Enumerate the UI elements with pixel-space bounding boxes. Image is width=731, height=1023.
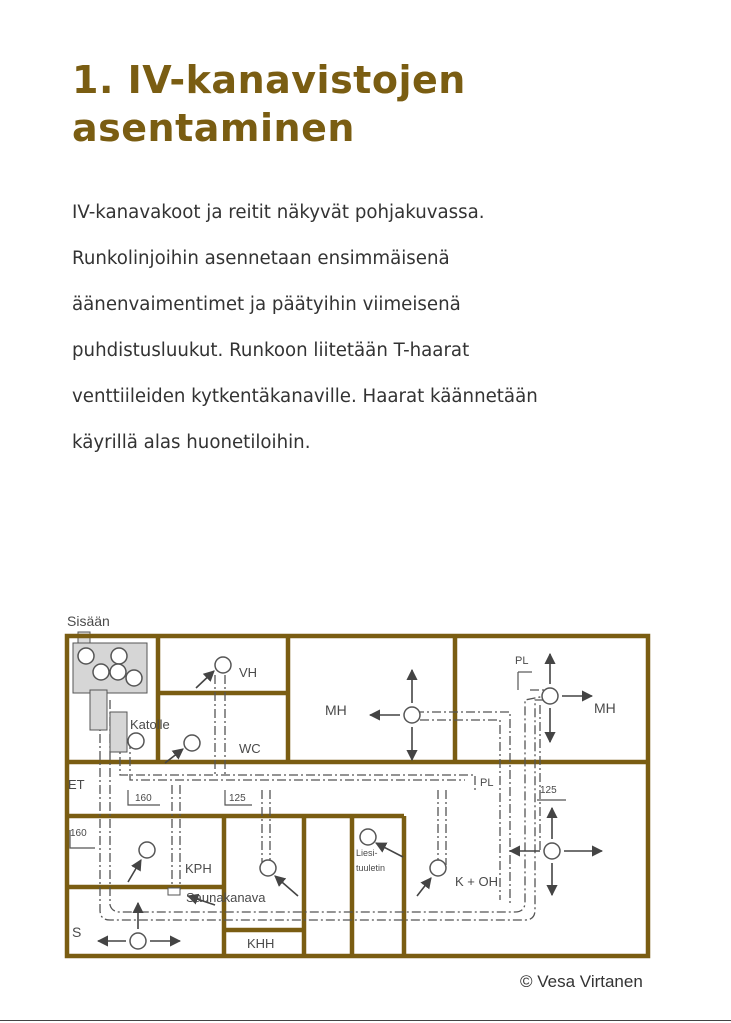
- label-pl-mid: PL: [480, 777, 494, 789]
- body-line: Runkolinjoihin asennetaan ensimmäisenä: [72, 248, 450, 269]
- label-dim-125-b: 125: [540, 785, 557, 796]
- label-dim-160-b: 160: [70, 828, 87, 839]
- label-vh: VH: [239, 665, 258, 680]
- floor-plan: [0, 600, 731, 970]
- body-line: venttiileiden kytkentäkanaville. Haarat käännetään: [72, 386, 538, 407]
- label-kph: KPH: [185, 861, 212, 876]
- bottom-divider: [0, 1020, 731, 1021]
- label-liesi-2: tuuletin: [356, 863, 386, 873]
- title-line-1: 1. IV-kanavistojen: [72, 58, 466, 102]
- label-liesi-1: Liesi-: [356, 848, 378, 858]
- label-dim-125-a: 125: [229, 793, 246, 804]
- body-line: käyrillä alas huonetiloihin.: [72, 432, 311, 453]
- body-line: puhdistusluukut. Runkoon liitetään T-haarat: [72, 340, 470, 361]
- label-saunakanava: Saunakanava: [186, 890, 266, 905]
- body-line: äänenvaimentimet ja päätyihin viimeisenä: [72, 294, 461, 315]
- label-pl-top: PL: [515, 655, 529, 667]
- copyright-credit: © Vesa Virtanen: [520, 972, 643, 991]
- title-line-2: asentaminen: [72, 106, 355, 150]
- label-et: ET: [68, 777, 85, 792]
- silencer-2: [110, 712, 127, 752]
- label-wc: WC: [239, 741, 261, 756]
- page-title: [72, 56, 466, 152]
- label-s: S: [72, 924, 82, 940]
- body-line: IV-kanavakoot ja reitit näkyvät pohjakuvassa.: [72, 202, 485, 223]
- label-mh-left: MH: [325, 702, 347, 718]
- label-k-oh: K + OH: [455, 874, 498, 889]
- label-sisaan: Sisään: [67, 613, 110, 629]
- label-khh: KHH: [247, 936, 275, 951]
- label-mh-right: MH: [594, 700, 616, 716]
- body-paragraph: [72, 190, 712, 466]
- label-katolle: Katolle: [130, 717, 170, 732]
- cleanout-hatch: [168, 888, 180, 895]
- label-dim-160-a: 160: [135, 793, 152, 804]
- walls: [67, 636, 648, 956]
- silencer-1: [90, 690, 107, 730]
